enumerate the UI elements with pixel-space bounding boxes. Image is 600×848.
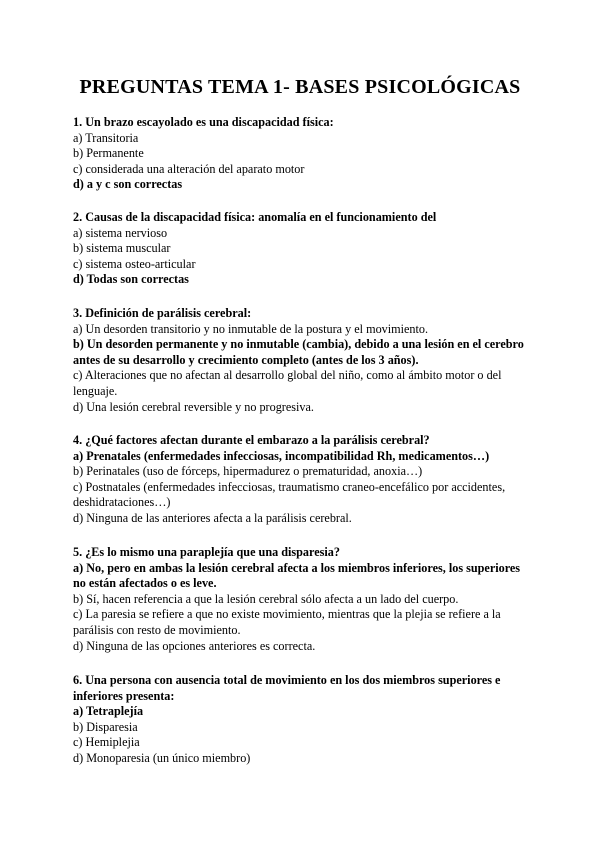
question-text: 2. Causas de la discapacidad física: anomalía en el funcionamiento del — [73, 210, 437, 224]
answer-option: a) sistema nervioso — [73, 225, 168, 240]
question-text: 1. Un brazo escayolado es una discapacidad física: — [73, 115, 334, 129]
correct-answer-option: a) No, pero en ambas la lesión cerebral afecta a los miembros inferiores, los superiores no están afectados o es leve. — [73, 560, 521, 591]
page-title: PREGUNTAS TEMA 1- BASES PSICOLÓGICAS — [79, 76, 521, 98]
question-text: 4. ¿Qué factores afectan durante el embarazo a la parálisis cerebral? — [73, 433, 430, 447]
answer-option: c) sistema osteo-articular — [73, 256, 196, 271]
answer-option: a) Transitoria — [73, 130, 139, 145]
answer-option: b) Sí, hacen referencia a que la lesión cerebral sólo afecta a un lado del cuerpo. — [73, 591, 459, 606]
answer-option: b) Disparesia — [73, 719, 138, 734]
question-block — [73, 115, 533, 193]
question-block — [73, 545, 533, 654]
answer-option: d) Ninguna de las anteriores afecta a la parálisis cerebral. — [73, 510, 352, 525]
answer-option: d) Monoparesia (un único miembro) — [73, 750, 251, 765]
answer-option: d) Una lesión cerebral reversible y no progresiva. — [73, 399, 314, 414]
answer-option: c) considerada una alteración del aparato motor — [73, 161, 305, 176]
answer-option: c) La paresia se refiere a que no existe movimiento, mientras que la plejia se refiere a la parálisis con resto de movimiento. — [73, 607, 501, 637]
correct-answer-option: d) Todas son correctas — [73, 272, 189, 287]
answer-option: c) Hemiplejia — [73, 735, 140, 750]
answer-option: a) Un desorden transitorio y no inmutable de la postura y el movimiento. — [73, 321, 429, 336]
answer-option: b) Perinatales (uso de fórceps, hipermadurez o prematuridad, anoxia…) — [73, 464, 423, 479]
question-block — [73, 433, 533, 527]
answer-option: d) Ninguna de las opciones anteriores es correcta. — [73, 638, 316, 653]
question-text: 6. Una persona con ausencia total de movimiento en los dos miembros superiores e inferiores presenta: — [73, 673, 501, 703]
correct-answer-option: d) a y c son correctas — [73, 177, 183, 192]
question-block — [73, 210, 533, 288]
correct-answer-option: a) Prenatales (enfermedades infecciosas, incompatibilidad Rh, medicamentos…) — [73, 448, 490, 463]
answer-option: c) Alteraciones que no afectan al desarrollo global del niño, como al ámbito motor o del lenguaje. — [73, 368, 502, 398]
answer-option: c) Postnatales (enfermedades infecciosas, traumatismo craneo-encefálico por accidentes, deshidrataciones…) — [73, 479, 506, 510]
correct-answer-option: b) Un desorden permanente y no inmutable (cambia), debido a una lesión en el cerebro antes de su desarrollo y crecimiento completo (antes de los 3 años). — [73, 337, 524, 367]
question-block — [73, 306, 533, 415]
answer-option: b) sistema muscular — [73, 241, 171, 256]
correct-answer-option: a) Tetraplejía — [73, 704, 144, 719]
question-text: 3. Definición de parálisis cerebral: — [73, 306, 252, 320]
question-text: 5. ¿Es lo mismo una paraplejía que una disparesia? — [73, 545, 340, 559]
answer-option: b) Permanente — [73, 146, 144, 161]
question-block — [73, 673, 533, 767]
